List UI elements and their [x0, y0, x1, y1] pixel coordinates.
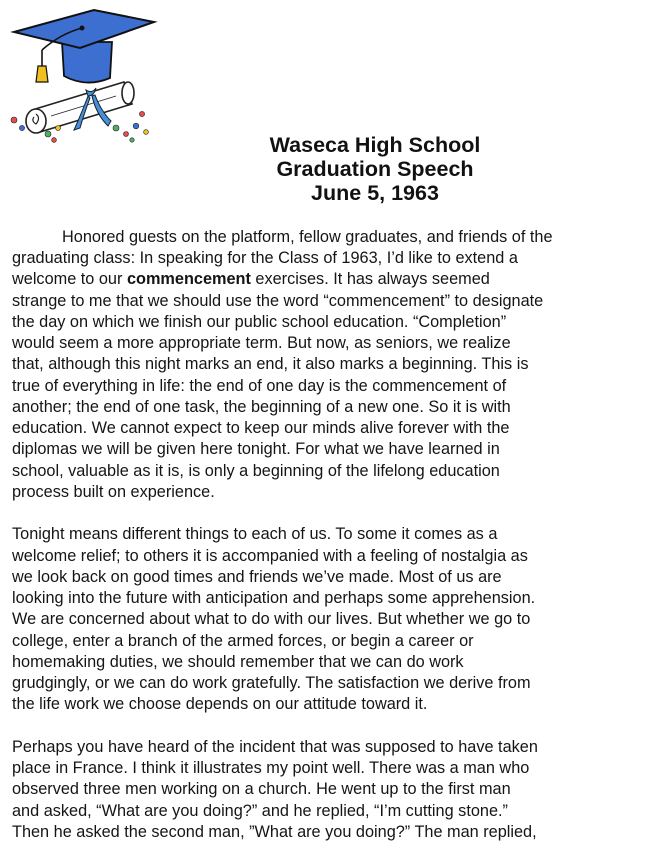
title-school: Waseca High School — [269, 133, 481, 157]
title-speech: Graduation Speech — [276, 157, 474, 181]
p1-line-2: graduating class: In speaking for the Class of 1963, I’d like to extend a — [12, 249, 518, 267]
p1-line-9: another; the end of one task, the beginning of a new one. So it is with — [12, 398, 511, 416]
commencement-bold: commencement — [126, 270, 251, 288]
p1-line-12: school, valuable as it is, is only a beginning of the lifelong education — [12, 462, 500, 480]
p1-line-5: the day on which we finish our public school education. “Completion” — [12, 313, 507, 331]
p2-line-9: the life work we choose depends on our attitude toward it. — [12, 695, 428, 713]
mortarboard — [14, 10, 154, 48]
p1-line-13: process built on experience. — [12, 483, 215, 501]
p3-line-3: observed three men working on a church. He went up to the first man — [12, 780, 511, 798]
p1-line-11: diplomas we will be given here tonight. For what we have learned in — [12, 440, 500, 458]
p3-line-5: Then he asked the second man, ”What are you doing?” The man replied, — [12, 823, 537, 841]
p2-line-5: We are concerned about what to do with our lives. But whether we go to — [12, 610, 531, 628]
p2-line-1: Tonight means different things to each of us. To some it comes as a — [12, 525, 498, 543]
p1-line-7: that, although this night marks an end, it also marks a beginning. This is — [12, 355, 529, 373]
speech-title — [200, 133, 550, 205]
p2-line-4: looking into the future with anticipation and perhaps some apprehension. — [12, 589, 536, 607]
p1-line-1: Honored guests on the platform, fellow graduates, and friends of the — [62, 228, 553, 246]
title-date: June 5, 1963 — [311, 181, 439, 205]
p2-line-7: homemaking duties, we should remember that we can do work — [12, 653, 464, 671]
p3-line-1: Perhaps you have heard of the incident that was supposed to have taken — [12, 738, 538, 756]
p3-line-2: place in France. I think it illustrates my point well. There was a man who — [12, 759, 530, 777]
p2-line-8: grudgingly, or we can do work gratefully. The satisfaction we derive from — [12, 674, 531, 692]
p1-line-8: true of everything in life: the end of one day is the commencement of — [12, 377, 507, 395]
p1-line-4: strange to me that we should use the word “commencement” to designate — [12, 292, 544, 310]
p1-line-10: education. We cannot expect to keep our minds alive forever with the — [12, 419, 510, 437]
p3-line-4: and asked, “What are you doing?” and he replied, “I’m cutting stone.” — [12, 802, 508, 820]
p1-line-3-post: exercises. It has always seemed — [250, 270, 490, 288]
cap-skull — [62, 42, 112, 83]
p2-line-6: college, enter a branch of the armed forces, or begin a career or — [12, 632, 474, 650]
p1-line-6: would seem a more appropriate term. But now, as seniors, we realize — [12, 334, 511, 352]
p1-line-3 — [12, 269, 490, 289]
p2-line-3: we look back on good times and friends we’ve made. Most of us are — [12, 568, 502, 586]
p2-line-2: welcome relief; to others it is accompanied with a feeling of nostalgia as — [12, 547, 528, 565]
graduation-cap-diploma-icon — [6, 4, 162, 146]
p1-line-3-pre: welcome to our — [12, 270, 127, 288]
